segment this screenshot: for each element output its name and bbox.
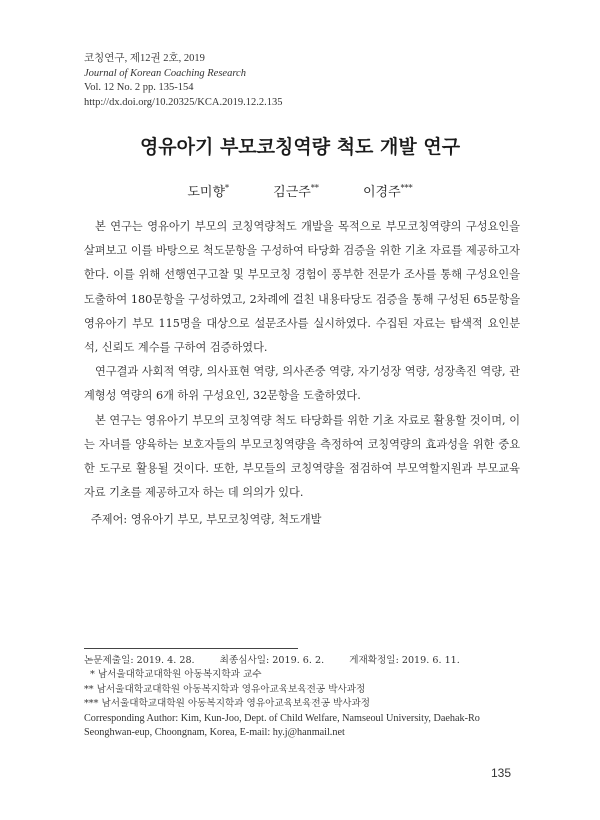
paper-title: 영유아기 부모코칭역량 척도 개발 연구	[139, 136, 461, 158]
author-name: 김근주	[273, 185, 311, 200]
keywords: 주제어: 영유아기 부모, 부모코칭역량, 척도개발	[91, 513, 322, 526]
submission-dates	[84, 654, 534, 668]
author-mark: *	[225, 183, 230, 193]
author-2	[273, 181, 319, 200]
author-mark: **	[310, 183, 319, 193]
corresponding-address: Seonghwan-eup, Choongnam, Korea, E-mail: hy.j@hanmail.net	[84, 727, 345, 739]
affiliation-2: ** 남서울대학교대학원 아동복지학과 영유아교육보육전공 박사과정	[84, 683, 366, 695]
author-mark: ***	[400, 183, 413, 193]
affiliation-3: *** 남서울대학교대학원 아동복지학과 영유아교육보육전공 박사과정	[84, 698, 371, 710]
journal-issue-line: 코칭연구, 제12권 2호, 2019	[84, 53, 205, 64]
affiliation-1: * 남서울대학교대학원 아동복지학과 교수	[90, 669, 262, 681]
author-name: 도미향	[187, 185, 226, 200]
footnote-divider	[84, 648, 298, 649]
journal-header	[84, 52, 282, 110]
page-number: 135	[491, 766, 512, 780]
abstract	[84, 215, 520, 505]
abstract-paragraph-1: 본 연구는 영유아기 부모의 코칭역량척도 개발을 목적으로 부모코칭역량의 구성요인을 살펴보고 이를 바탕으로 척도문항을 구성하여 타당화 검증을 위한 기초 자료를 제공하고자 한다. 이를 위해 선행연구고찰 및 부모코칭 경험이 풍부한 전문가 조사를 통해 구성요인을 도출하여 180문항을 구성하였고, 2차례에 걸친 내용타당도 검증을 통해 구성된 65문항을 영유아기 부모 115명을 대상으로 설문조사를 실시하였다. 수집된 자료는 탐색적 요인분석, 신뢰도 계수를 구하여 검증하였다.	[84, 220, 520, 355]
doi-link[interactable]: http://dx.doi.org/10.20325/KCA.2019.12.2.135	[84, 96, 283, 108]
abstract-paragraph-2: 연구결과 사회적 역량, 의사표현 역량, 의사존중 역량, 자기성장 역량, 성장촉진 역량, 관계형성 역량의 6개 하위 구성요인, 32문항을 도출하였다.	[84, 365, 520, 403]
accepted-date: 게재확정일: 2019. 6. 11.	[349, 655, 460, 666]
author-list	[0, 181, 600, 200]
reviewed-date: 최종심사일: 2019. 6. 2.	[219, 655, 325, 666]
author-3	[363, 181, 413, 200]
author-1	[187, 181, 229, 200]
footnotes	[84, 654, 534, 740]
author-name: 이경주	[362, 185, 401, 200]
volume-pages: Vol. 12 No. 2 pp. 135-154	[84, 82, 194, 93]
journal-name: Journal of Korean Coaching Research	[84, 67, 246, 79]
corresponding-author: Corresponding Author: Kim, Kun-Joo, Dept. of Child Welfare, Namseoul University, Daehak-Ro	[84, 712, 480, 724]
received-date: 논문제출일: 2019. 4. 28.	[84, 655, 195, 666]
abstract-paragraph-3: 본 연구는 영유아기 부모의 코칭역량 척도 타당화를 위한 기초 자료로 활용할 것이며, 이는 자녀를 양육하는 보호자들의 부모코칭역량을 측정하여 코칭역량의 효과성을 위한 중요한 도구로 활용될 것이다. 또한, 부모들의 코칭역량을 점검하여 부모역할지원과 부모교육 자료 기초를 제공하고자 하는 데 의의가 있다.	[84, 413, 520, 500]
